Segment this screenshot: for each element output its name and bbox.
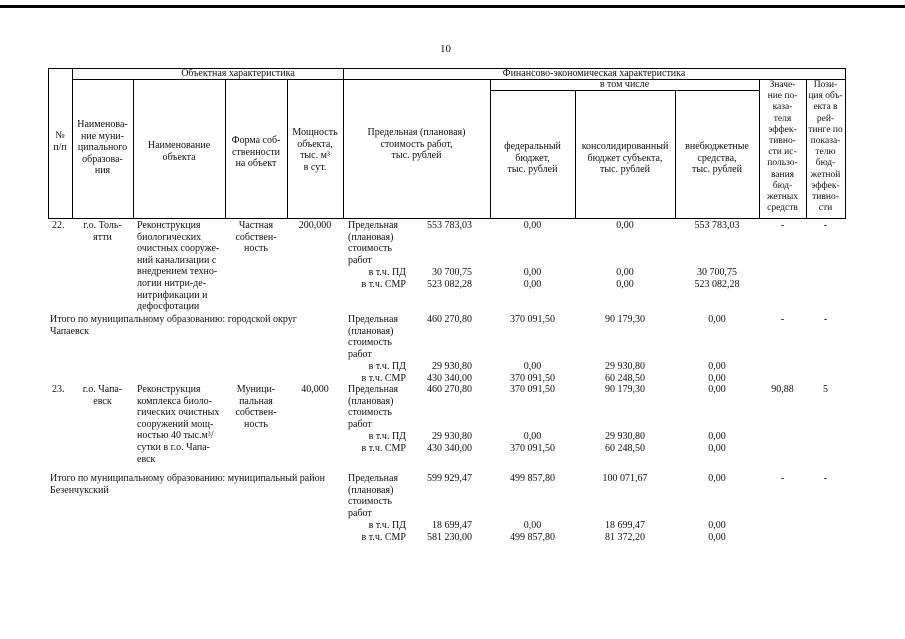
itog-bezenchuk-cost-label: Предельная (плановая) стоимость работ (348, 473, 398, 519)
itog-bezenchuk-total-extrabudget: 0,00 (708, 473, 726, 484)
itog-chapaevsk-label: Итого по муниципальному образованию: городской округ Чапаевск (50, 314, 297, 337)
row22-total-federal: 0,00 (523, 220, 542, 231)
row22-ownership: Частная собствен- ность (235, 220, 277, 255)
row22-pd-cost: 30 700,75 (432, 267, 472, 278)
col-ownership-header: Форма соб- ственности на объект (231, 135, 281, 170)
row23-ownership: Муници- пальная собствен- ность (235, 384, 277, 430)
row23-smr-federal: 370 091,50 (510, 443, 555, 454)
row23-pd-label: в т.ч. ПД (368, 431, 406, 442)
row23-total-consolidated: 90 179,30 (605, 384, 645, 395)
col-federal-header: федеральный бюджет, тыс. рублей (504, 141, 561, 176)
row22-smr-label: в т.ч. СМР (361, 279, 406, 290)
itog-chapaevsk-pd-extrabudget: 0,00 (708, 361, 726, 372)
itog-chapaevsk-smr-extrabudget: 0,00 (708, 373, 726, 384)
row22-capacity: 200,000 (298, 220, 332, 231)
itog-chapaevsk-pd-consolidated: 29 930,80 (605, 361, 645, 372)
row22-total-cost: 553 783,03 (427, 220, 472, 231)
row23-total-cost: 460 270,80 (427, 384, 472, 395)
in-total-header: в том числе (599, 79, 650, 90)
row23-efficiency: 90,88 (771, 384, 794, 395)
row22-smr-extrabudget: 523 082,28 (694, 279, 740, 290)
itog-chapaevsk-pd-cost: 29 930,80 (432, 361, 472, 372)
row22-municipality: г.о. Толь- ятти (83, 220, 122, 243)
vline (845, 68, 846, 219)
row23-pd-extrabudget: 0,00 (708, 431, 726, 442)
row22-total-extrabudget: 553 783,03 (694, 220, 740, 231)
itog-chapaevsk-total-federal: 370 091,50 (510, 314, 555, 325)
col-object-header: Наименование объекта (147, 140, 211, 163)
row23-pd-federal: 0,00 (523, 431, 542, 442)
col-efficiency-header: Значе- ние по- каза- теля эффек- тивно- сти ис- пользо- вания бюд- жетных средств (766, 80, 799, 214)
itog-bezenchuk-smr-federal: 499 857,80 (510, 532, 555, 543)
row22-total-consolidated: 0,00 (616, 220, 634, 231)
col-municipality-header: Наименова- ние муни- ципального образова- ния (77, 119, 128, 177)
itog-bezenchuk-smr-extrabudget: 0,00 (708, 532, 726, 543)
row23-cost-label: Предельная (плановая) стоимость работ (348, 384, 398, 430)
itog-bezenchuk-smr-cost: 581 230,00 (427, 532, 472, 543)
row23-pd-cost: 29 930,80 (432, 431, 472, 442)
col-extrabudget-header: внебюджетные средства, тыс. рублей (685, 141, 749, 176)
row22-smr-cost: 523 082,28 (427, 279, 472, 290)
row23-num: 23. (52, 384, 65, 395)
itog-chapaevsk-total-consolidated: 90 179,30 (605, 314, 645, 325)
itog-bezenchuk-total-consolidated: 100 071,67 (602, 473, 648, 484)
itog-chapaevsk-smr-consolidated: 60 248,50 (605, 373, 645, 384)
row22-pd-label: в т.ч. ПД (368, 267, 406, 278)
itog-bezenchuk-pd-federal: 0,00 (523, 520, 542, 531)
row22-cost-label: Предельная (плановая) стоимость работ (348, 220, 398, 266)
itog-chapaevsk-total-extrabudget: 0,00 (708, 314, 726, 325)
itog-bezenchuk-total-federal: 499 857,80 (510, 473, 555, 484)
itog-bezenchuk-label: Итого по муниципальному образованию: муниципальный район Безенчукский (50, 473, 325, 496)
col-rating-header: Пози- ция объ- екта в рей- тинге по показа- телю бюд- жетной эффек- тивно- сти (808, 80, 843, 214)
itog-chapaevsk-efficiency: - (780, 314, 785, 325)
row23-pd-consolidated: 29 930,80 (605, 431, 645, 442)
finance-group-header: Финансово-экономическая характеристика (502, 68, 686, 79)
itog-bezenchuk-smr-consolidated: 81 372,20 (605, 532, 645, 543)
itog-bezenchuk-pd-consolidated: 18 699,47 (605, 520, 645, 531)
row23-capacity: 40,000 (301, 384, 329, 395)
row23-smr-consolidated: 60 248,50 (605, 443, 645, 454)
row23-rating: 5 (823, 384, 828, 395)
itog-bezenchuk-pd-cost: 18 699,47 (432, 520, 472, 531)
object-group-header: Объектная характеристика (181, 68, 295, 79)
itog-chapaevsk-cost-label: Предельная (плановая) стоимость работ (348, 314, 398, 360)
row22-efficiency: - (780, 220, 785, 231)
itog-bezenchuk-pd-extrabudget: 0,00 (708, 520, 726, 531)
scan-top-border (0, 5, 905, 8)
row23-total-federal: 370 091,50 (510, 384, 555, 395)
row23-object: Реконструкция комплекса биоло- гических очистных сооружений мощ- ностью 40 тыс.м³/ сутки в г.о. Чапа- евск (137, 384, 220, 465)
itog-chapaevsk-smr-cost: 430 340,00 (427, 373, 472, 384)
itog-chapaevsk-rating: - (823, 314, 828, 325)
itog-bezenchuk-smr-label: в т.ч. СМР (361, 532, 406, 543)
itog-bezenchuk-rating: - (823, 473, 828, 484)
header-bottom-rule (48, 218, 846, 219)
itog-chapaevsk-smr-federal: 370 091,50 (510, 373, 555, 384)
itog-chapaevsk-smr-label: в т.ч. СМР (361, 373, 406, 384)
col-num-header: № п/п (53, 130, 67, 153)
itog-chapaevsk-pd-label: в т.ч. ПД (368, 361, 406, 372)
col-cost-header: Предельная (плановая) стоимость работ, тыс. рублей (367, 127, 466, 162)
row22-pd-consolidated: 0,00 (616, 267, 634, 278)
row22-rating: - (823, 220, 828, 231)
row23-smr-cost: 430 340,00 (427, 443, 472, 454)
row23-municipality: г.о. Чапа- евск (82, 384, 123, 407)
row22-smr-federal: 0,00 (523, 279, 542, 290)
row23-smr-extrabudget: 0,00 (708, 443, 726, 454)
col-capacity-header: Мощность объекта, тыс. м³ в сут. (292, 127, 338, 173)
itog-bezenchuk-efficiency: - (780, 473, 785, 484)
itog-chapaevsk-total-cost: 460 270,80 (427, 314, 472, 325)
itog-bezenchuk-pd-label: в т.ч. ПД (368, 520, 406, 531)
itog-bezenchuk-total-cost: 599 929,47 (427, 473, 472, 484)
itog-chapaevsk-pd-federal: 0,00 (523, 361, 542, 372)
page-number: 10 (440, 43, 451, 55)
row22-pd-federal: 0,00 (523, 267, 542, 278)
row22-object: Реконструкция биологических очистных сооруже- ний канализации с внедрением техно- логии нитри-де- нитрификации и дефосфотации (137, 220, 220, 313)
col-consolidated-header: консолидированный бюджет субъекта, тыс. рублей (581, 141, 669, 176)
row23-total-extrabudget: 0,00 (708, 384, 726, 395)
row22-pd-extrabudget: 30 700,75 (697, 267, 737, 278)
row22-smr-consolidated: 0,00 (616, 279, 634, 290)
row22-num: 22. (52, 220, 65, 231)
row23-smr-label: в т.ч. СМР (361, 443, 406, 454)
